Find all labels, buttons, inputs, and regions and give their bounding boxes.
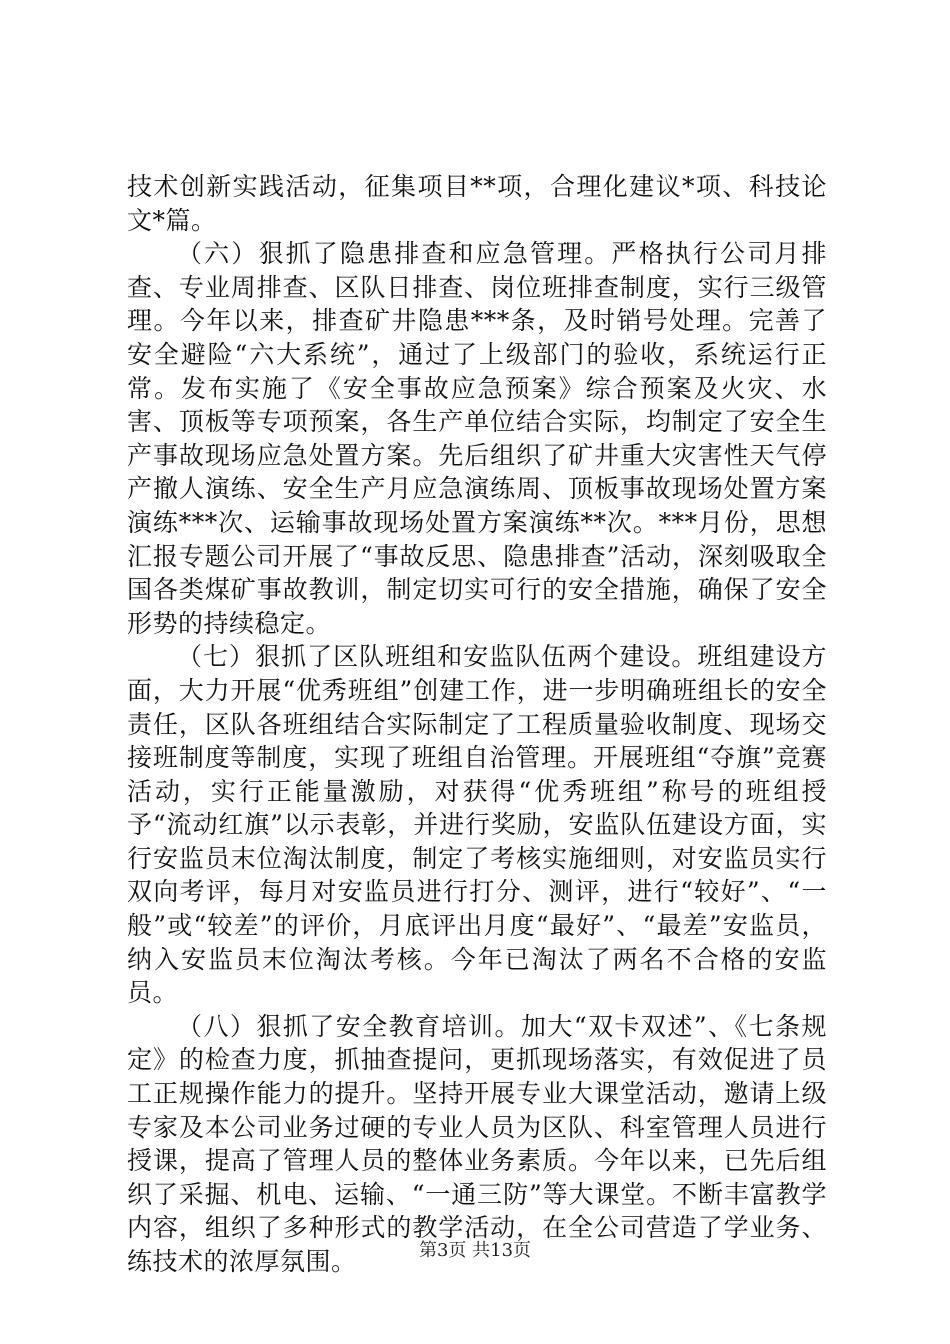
document-body <box>127 170 827 1279</box>
page-number-footer: 第3页 共13页 <box>418 1240 532 1261</box>
paragraph-section-6: （六）狠抓了隐患排查和应急管理。严格执行公司月排查、专业周排查、区队日排查、岗位班排查制度，实行三级管理。今年以来，排查矿井隐患***条，及时销号处理。完善了安全避险“六大系统”，通过了上级部门的验收，系统运行正常。发布实施了《安全事故应急预案》综合预案及火灾、水害、顶板等专项预案，各生产单位结合实际，均制定了安全生产事故现场应急处置方案。先后组织了矿井重大灾害性天气停产撤人演练、安全生产月应急演练周、顶板事故现场处置方案演练***次、运输事故现场处置方案演练**次。***月份，思想汇报专题公司开展了“事故反思、隐患排查”活动，深刻吸取全国各类煤矿事故教训，制定切实可行的安全措施，确保了安全形势的持续稳定。 <box>127 239 827 638</box>
paragraph-continuation: 技术创新实践活动，征集项目**项，合理化建议*项、科技论文*篇。 <box>127 172 827 235</box>
paragraph-section-7: （七）狠抓了区队班组和安监队伍两个建设。班组建设方面，大力开展“优秀班组”创建工作，进一步明确班组长的安全责任，区队各班组结合实际制定了工程质量验收制度、现场交接班制度等制度，实现了班组自治管理。开展班组“夺旗”竞赛活动，实行正能量激励，对获得“优秀班组”称号的班组授予“流动红旗”以示表彰，并进行奖励，安监队伍建设方面，实行安监员末位淘汰制度，制定了考核实施细则，对安监员实行双向考评，每月对安监员进行打分、测评，进行“较好”、“一般”或“较差”的评价，月底评出月度“最好”、“最差”安监员，纳入安监员末位淘汰考核。今年已淘汰了两名不合格的安监员。 <box>127 642 827 1008</box>
paragraph-section-8: （八）狠抓了安全教育培训。加大“双卡双述”、《七条规定》的检查力度，抓抽查提问，更抓现场落实，有效促进了员工正规操作能力的提升。坚持开展专业大课堂活动，邀请上级专家及本公司业务过硬的专业人员为区队、科室管理人员进行授课，提高了管理人员的整体业务素质。今年以来，已先后组织了采掘、机电、运输、“一通三防”等大课堂。不断丰富教学内容，组织了多种形式的教学活动，在全公司营造了学业务、练技术的浓厚氛围。 <box>127 1011 827 1276</box>
